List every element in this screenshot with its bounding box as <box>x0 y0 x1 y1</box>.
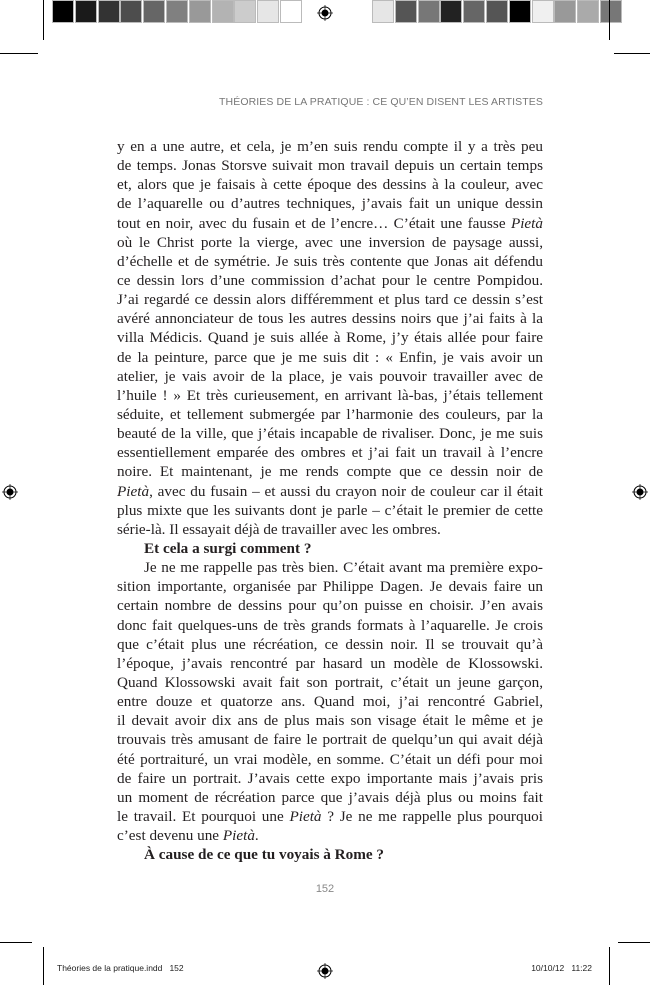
text-segment: trouvais très amusant de faire le portrait de quelqu’un qui avait déjà <box>117 731 543 749</box>
crop-mark <box>618 942 650 943</box>
color-swatch <box>212 0 234 23</box>
text-line <box>117 424 543 443</box>
crop-mark <box>609 0 610 40</box>
color-swatch <box>486 0 508 23</box>
color-swatch <box>372 0 394 23</box>
crop-mark <box>0 53 38 54</box>
text-line <box>117 348 543 367</box>
text-segment: et, alors que je faisais à cette époque des dessins à la couleur, avec <box>117 176 543 194</box>
text-line <box>117 462 543 481</box>
text-line <box>117 367 543 386</box>
text-segment: Et cela a surgi comment ? <box>144 539 312 557</box>
text-segment: tout en noir, avec du fusain et de l’encre… C’était une fausse <box>117 214 511 232</box>
text-segment: villa Médicis. Quand je suis allée à Rome, j’y étais allée pour faire <box>117 329 543 347</box>
color-swatch <box>577 0 599 23</box>
text-line <box>117 826 543 845</box>
registration-mark-icon <box>632 484 648 500</box>
text-segment: de temps. Jonas Storsve suivait mon travail depuis un certain temps <box>117 157 543 175</box>
color-swatch <box>532 0 554 23</box>
running-header: THÉORIES DE LA PRATIQUE : CE QU’EN DISENT LES ARTISTES <box>219 96 543 108</box>
crop-mark <box>43 0 44 40</box>
text-segment: un moment de récréation parce que j’avais déjà plus ou moins fait <box>117 788 543 806</box>
text-segment: beauté de la ville, que j’étais incapable de rivaliser. Donc, je me suis <box>117 425 543 443</box>
footer-file: Théories de la pratique.indd 152 <box>57 963 184 973</box>
italic-title: Pietà <box>222 827 255 845</box>
color-swatch <box>418 0 440 23</box>
text-line <box>117 730 543 749</box>
text-segment: Quand Klossowski avait fait son portrait, c’était un jeune garçon, <box>117 673 543 691</box>
crop-mark <box>614 53 650 54</box>
text-segment: l’époque, j’avais rencontré par hasard un modèle de Klossowski. <box>117 654 543 672</box>
interview-question <box>117 539 543 558</box>
text-line <box>117 673 543 692</box>
text-line <box>117 520 543 539</box>
text-segment: plus mixte que les suivants dont je parle – c’était le premier de cette <box>117 501 543 519</box>
text-segment: l’huile ! » Et très curieusement, en arrivant là-bas, j’étais tellement <box>117 386 543 404</box>
text-segment: que c’était plus une récréation, ce dessin noir. Il se trouvait qu’à <box>117 635 543 653</box>
text-line <box>117 635 543 654</box>
text-line <box>117 175 543 194</box>
color-swatch <box>440 0 462 23</box>
text-segment: , avec du fusain – et aussi du crayon noir de couleur car il était <box>149 482 543 500</box>
text-line <box>117 233 543 252</box>
text-segment: certain nombre de dessins pour qu’on puisse en choisir. J’en avais <box>117 597 543 615</box>
text-segment: ? Je ne me rappelle plus pourquoi <box>321 807 543 825</box>
text-line <box>117 137 543 156</box>
text-segment: À cause de ce que tu voyais à Rome ? <box>144 846 385 864</box>
text-segment: avéré annonciateur de tous les autres dessins noirs que j’ai faits à la <box>117 310 543 328</box>
color-swatch <box>189 0 211 23</box>
color-swatch <box>509 0 531 23</box>
italic-title: Pietà <box>117 482 150 500</box>
text-line <box>117 214 543 233</box>
text-line <box>117 616 543 635</box>
registration-mark-icon <box>2 484 18 500</box>
text-segment: série-là. Il essayait déjà de travailler avec les ombres. <box>117 520 441 538</box>
crop-mark <box>0 942 32 943</box>
color-swatch <box>257 0 279 23</box>
text-segment: essentiellement emparée des ombres et j’ai fait un travail à l’encre <box>117 444 543 462</box>
text-line <box>117 577 543 596</box>
text-line <box>117 328 543 347</box>
color-swatch <box>166 0 188 23</box>
text-line <box>117 386 543 405</box>
text-segment: atelier, je vais avoir de la place, je vais pouvoir travailler avec de <box>117 367 543 385</box>
text-line <box>117 558 543 577</box>
text-segment: c’est devenu une <box>117 827 223 845</box>
text-line <box>117 405 543 424</box>
text-line <box>117 156 543 175</box>
text-segment: de faire un portrait. J’avais cette expo importante mais j’avais pris <box>117 769 543 787</box>
italic-title: Pietà <box>289 807 322 825</box>
text-line <box>117 271 543 290</box>
text-segment: le travail. Et pourquoi une <box>117 807 290 825</box>
text-line <box>117 807 543 826</box>
color-swatch <box>52 0 74 23</box>
text-segment: il devait avoir dix ans de plus mais son visage était le même et je <box>117 712 543 730</box>
text-line <box>117 788 543 807</box>
text-line <box>117 596 543 615</box>
text-line <box>117 692 543 711</box>
text-segment: J’ai regardé ce dessin alors différemment et plus tard ce dessin s’est <box>117 291 543 309</box>
color-swatch <box>98 0 120 23</box>
crop-mark <box>609 947 610 985</box>
text-segment: de la peinture, parce que je me suis dit : « Enfin, je vais avoir un <box>117 348 543 366</box>
text-line <box>117 252 543 271</box>
color-swatch <box>75 0 97 23</box>
text-segment: été portraituré, un vrai modèle, en somme. C’était un défi pour moi <box>117 750 543 768</box>
registration-mark-icon <box>317 5 333 21</box>
text-segment: donc fait quelques-uns de très grands formats à l’aquarelle. Je crois <box>117 616 543 634</box>
color-swatch <box>120 0 142 23</box>
text-segment: de l’aquarelle ou d’autres techniques, j’avais fait un unique dessin <box>117 195 543 213</box>
body-text <box>117 137 543 864</box>
color-swatch <box>554 0 576 23</box>
color-swatch <box>600 0 622 23</box>
text-segment: ce dessin lors d’une commission d’achat pour le centre Pompidou. <box>117 271 543 289</box>
page-number: 152 <box>315 883 335 895</box>
text-line <box>117 443 543 462</box>
text-line <box>117 750 543 769</box>
text-line <box>117 769 543 788</box>
text-line <box>117 290 543 309</box>
crop-mark <box>43 947 44 985</box>
italic-title: Pietà <box>510 214 543 232</box>
color-bar-left <box>52 0 303 22</box>
text-segment: sition importante, organisée par Philippe Dagen. Je devais faire un <box>117 578 543 596</box>
text-line <box>117 309 543 328</box>
color-bar-right <box>372 0 623 22</box>
text-line <box>117 482 543 501</box>
text-segment: où le Christ porte la vierge, avec une inversion de paysage aussi, <box>117 233 543 251</box>
text-line <box>117 501 543 520</box>
text-line <box>117 711 543 730</box>
text-segment: Je ne me rappelle pas très bien. C’était avant ma première expo- <box>144 559 543 577</box>
color-swatch <box>143 0 165 23</box>
text-line <box>117 654 543 673</box>
footer-timestamp: 10/10/12 11:22 <box>531 963 592 973</box>
text-segment: entre douze et quatorze ans. Quand moi, j’ai rencontré Gabriel, <box>117 693 543 711</box>
color-swatch <box>395 0 417 23</box>
color-swatch <box>280 0 302 23</box>
color-swatch <box>463 0 485 23</box>
text-segment: d’échelle et de symétrie. Je suis très contente que Jonas ait défendu <box>117 252 543 270</box>
color-swatch <box>234 0 256 23</box>
interview-question <box>117 845 543 864</box>
text-segment: noire. Et maintenant, je me rends compte que ce dessin noir de <box>117 463 543 481</box>
text-segment: y en a une autre, et cela, je m’en suis rendu compte il y a très peu <box>117 138 543 155</box>
registration-mark-icon <box>317 963 333 979</box>
text-line <box>117 194 543 213</box>
text-segment: . <box>254 827 259 845</box>
text-segment: séduite, et tellement submergée par l’harmonie des couleurs, par la <box>117 405 543 423</box>
